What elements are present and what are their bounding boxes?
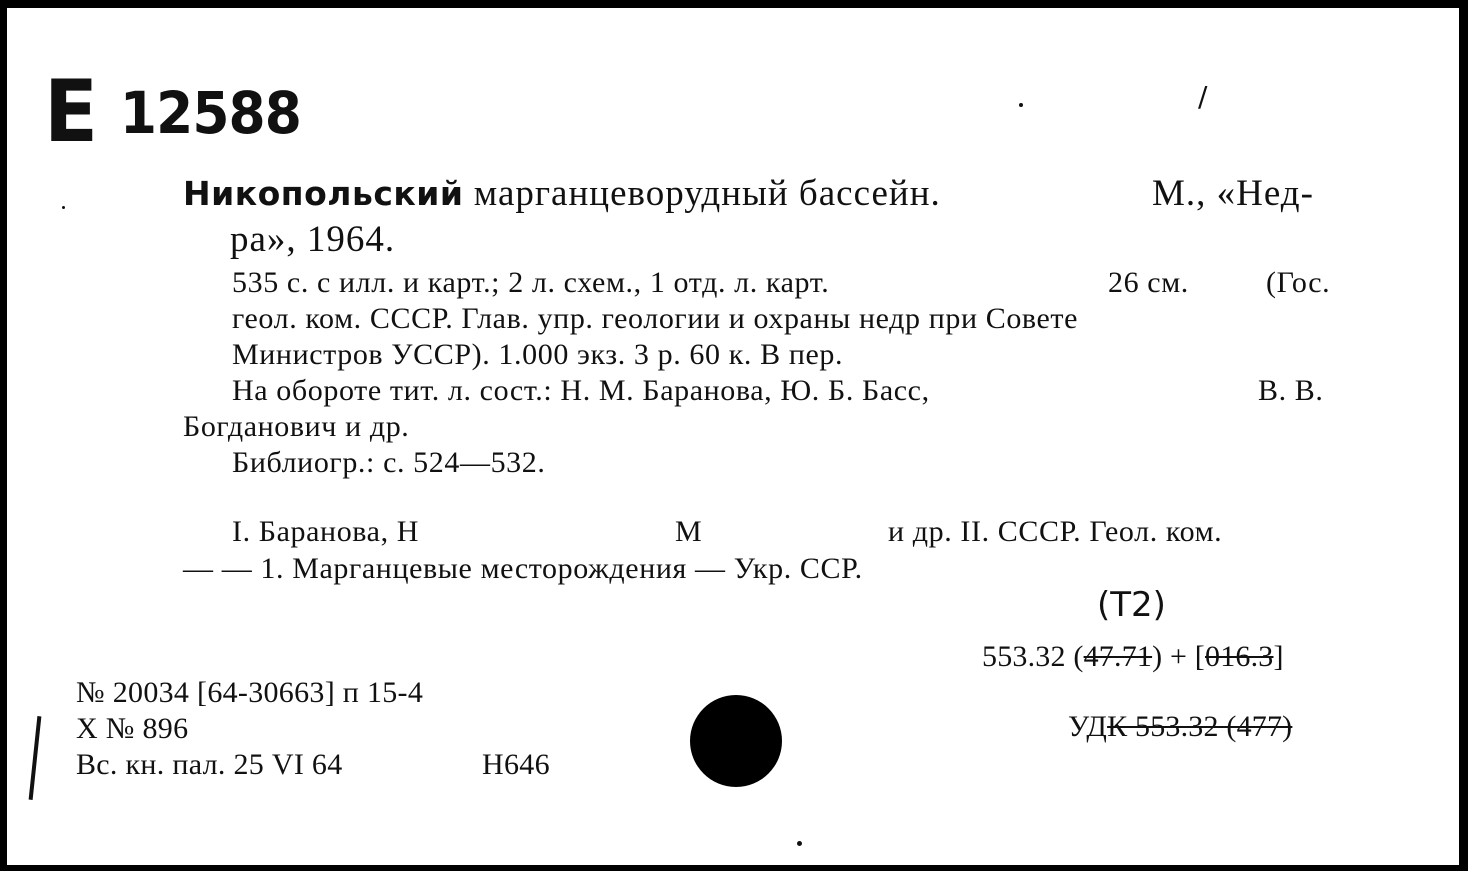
desc-size: 26 см. xyxy=(1108,266,1189,299)
tracing-part3: и др. II. СССР. Геол. ком. xyxy=(888,515,1223,548)
desc-line4-end: В. В. xyxy=(1258,374,1324,407)
order-line1: № 20034 [64-30663] п 15-4 xyxy=(76,676,424,709)
title-line xyxy=(183,172,941,215)
desc-line5: Богданович и др. xyxy=(183,410,410,443)
pencil-margin-line xyxy=(29,716,42,800)
publisher-line1: М., «Нед- xyxy=(1152,173,1314,214)
scan-border-top xyxy=(0,0,1468,8)
class-struck2: 016.3 xyxy=(1205,640,1274,673)
call-number-letter: Е xyxy=(44,62,98,162)
punch-hole xyxy=(690,695,782,787)
desc-line6: Библиогр.: с. 524—532. xyxy=(232,446,546,479)
udk-struck: К 553.32 (477) xyxy=(1107,710,1293,743)
call-number xyxy=(44,62,301,162)
order-code: Н646 xyxy=(482,748,550,781)
handwritten-mark: (Т2) xyxy=(1097,585,1166,625)
speck xyxy=(1019,103,1023,107)
order-line3: Вс. кн. пал. 25 VI 64 xyxy=(76,748,343,781)
class-mid: ) + [ xyxy=(1152,640,1205,673)
speck xyxy=(797,841,802,846)
scan-border-right xyxy=(1459,0,1468,871)
call-number-digits: 12588 xyxy=(119,79,301,147)
order-line2: Х № 896 xyxy=(76,712,189,745)
title-bold: Никопольский xyxy=(183,174,464,213)
udk-line xyxy=(1068,710,1292,744)
scan-border-left xyxy=(0,0,7,871)
tracing-line2: — — 1. Марганцевые месторождения — Укр. ССР. xyxy=(183,552,863,585)
pencil-slash-mark: / xyxy=(1198,80,1208,113)
class-end: ] xyxy=(1273,640,1284,673)
desc-line1: 535 с. с илл. и карт.; 2 л. схем., 1 отд. л. карт. xyxy=(232,266,830,299)
tracing-part1: I. Баранова, Н xyxy=(232,515,420,548)
tracing-part2: М xyxy=(675,515,703,548)
publisher-line2: ра», 1964. xyxy=(230,219,396,260)
desc-line2: геол. ком. СССР. Глав. упр. геологии и охраны недр при Совете xyxy=(232,302,1079,335)
class-prefix: 553.32 ( xyxy=(982,640,1084,673)
udk-prefix: УД xyxy=(1068,710,1108,743)
desc-line4: На обороте тит. л. сост.: Н. М. Баранова, Ю. Б. Басс, xyxy=(232,374,930,407)
speck xyxy=(62,206,65,209)
classification-line xyxy=(982,640,1284,674)
scan-border-bottom xyxy=(0,865,1468,871)
title-rest: марганцеворудный бассейн. xyxy=(463,173,941,214)
class-struck: 47.71 xyxy=(1083,640,1153,673)
desc-line3: Министров УССР). 1.000 экз. 3 р. 60 к. В пер. xyxy=(232,338,844,371)
desc-series-start: (Гос. xyxy=(1266,266,1331,299)
